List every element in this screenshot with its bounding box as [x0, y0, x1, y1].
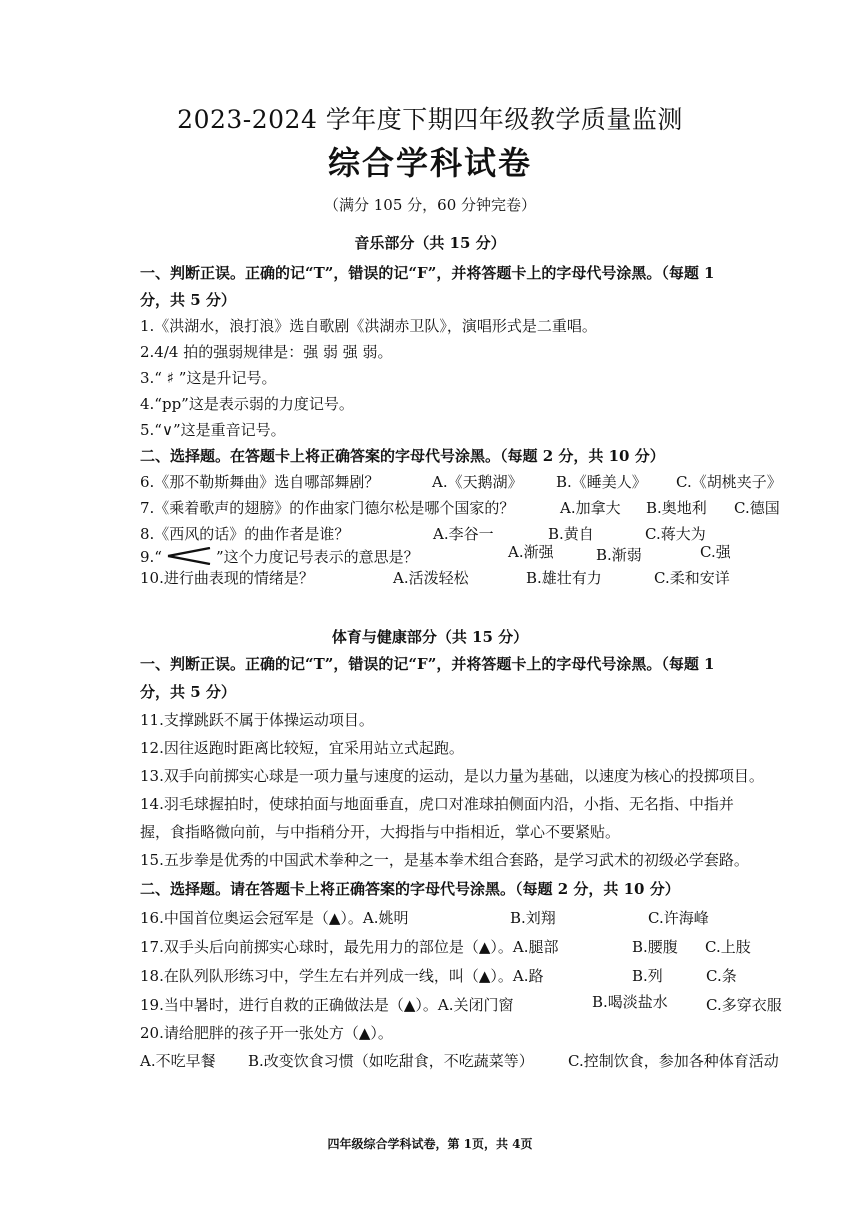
question-14-cont: 握，食指略微向前，与中指稍分开，大拇指与中指相近，掌心不要紧贴。: [140, 823, 621, 841]
question-11: 11.支撑跳跃不属于体操运动项目。: [140, 711, 374, 729]
question-7: 7.《乘着歌声的翅膀》的作曲家门德尔松是哪个国家的？: [140, 499, 515, 517]
question-9-stem-post: ”这个力度记号表示的意思是？: [215, 548, 419, 566]
question-4: 4.“pp”这是表示弱的力度记号。: [140, 395, 354, 413]
question-18-option-c: C.条: [706, 967, 737, 985]
question-12: 12.因往返跑时距离比较短，宜采用站立式起跑。: [140, 739, 464, 757]
question-10-option-a: A.活泼轻松: [393, 569, 469, 587]
question-6: 6.《那不勒斯舞曲》选自哪部舞剧？: [140, 473, 380, 491]
question-7-option-a: A.加拿大: [560, 499, 621, 517]
question-13: 13.双手向前掷实心球是一项力量与速度的运动，是以力量为基础，以速度为核心的投掷项目。: [140, 767, 764, 785]
question-9: [140, 546, 419, 567]
question-8: 8.《西风的话》的曲作者是谁？: [140, 525, 350, 543]
question-17: 17.双手头后向前掷实心球时，最先用力的部位是（▲）。A.腿部: [140, 938, 559, 956]
page-footer: 四年级综合学科试卷，第 1页，共 4页: [327, 1137, 533, 1151]
music-part1-instruction-cont: 分，共 5 分）: [140, 291, 236, 309]
question-18: 18.在队列队形练习中，学生左右并列成一线，叫（▲）。A.路: [140, 967, 544, 985]
question-20-option-b: B.改变饮食习惯（如吃甜食，不吃蔬菜等）: [248, 1052, 534, 1070]
question-5: 5.“∨”这是重音记号。: [140, 421, 286, 439]
exam-title: 2023-2024 学年度下期四年级教学质量监测: [177, 105, 683, 134]
question-15: 15.五步拳是优秀的中国武术拳种之一，是基本拳术组合套路，是学习武术的初级必学套路。: [140, 851, 749, 869]
pe-part1-instruction: 一、判断正误。正确的记“T”，错误的记“F”，并将答题卡上的字母代号涂黑。（每题 1: [140, 655, 715, 673]
question-8-option-a: A.李谷一: [433, 525, 494, 543]
question-2: 2.4/4 拍的强弱规律是：强 弱 强 弱。: [140, 343, 393, 361]
music-section-title: 音乐部分（共 15 分）: [354, 234, 506, 252]
question-16-option-b: B.刘翔: [510, 909, 556, 927]
crescendo-icon: [166, 547, 212, 565]
question-18-option-b: B.列: [632, 967, 663, 985]
question-6-option-c: C.《胡桃夹子》: [676, 473, 782, 491]
question-19-option-b: B.喝淡盐水: [592, 993, 668, 1011]
question-8-option-b: B.黄自: [548, 525, 594, 543]
pe-part1-instruction-cont: 分，共 5 分）: [140, 683, 236, 701]
question-20: 20.请给肥胖的孩子开一张处方（▲）。: [140, 1024, 393, 1042]
question-1: 1.《洪湖水，浪打浪》选自歌剧《洪湖赤卫队》，演唱形式是二重唱。: [140, 317, 597, 335]
music-part1-instruction: 一、判断正误。正确的记“T”，错误的记“F”，并将答题卡上的字母代号涂黑。（每题 1: [140, 264, 715, 282]
question-3: 3.“ ♯ ”这是升记号。: [140, 369, 277, 387]
question-9-option-c: C.强: [700, 543, 731, 561]
question-20-option-c: C.控制饮食，参加各种体育活动: [568, 1052, 779, 1070]
question-14: 14.羽毛球握拍时，使球拍面与地面垂直，虎口对准球拍侧面内沿，小指、无名指、中指并: [140, 795, 734, 813]
question-19: 19.当中暑时，进行自救的正确做法是（▲）。A.关闭门窗: [140, 996, 514, 1014]
question-9-option-a: A.渐强: [508, 543, 554, 561]
question-10: 10.进行曲表现的情绪是？: [140, 569, 314, 587]
question-6-option-b: B.《睡美人》: [556, 473, 647, 491]
question-7-option-b: B.奥地利: [646, 499, 707, 517]
question-19-option-c: C.多穿衣服: [706, 996, 782, 1014]
question-6-option-a: A.《天鹅湖》: [432, 473, 523, 491]
question-20-option-a: A.不吃早餐: [140, 1052, 216, 1070]
question-9-option-b: B.渐弱: [596, 546, 642, 564]
question-10-option-c: C.柔和安详: [654, 569, 730, 587]
pe-section-title: 体育与健康部分（共 15 分）: [331, 628, 529, 646]
exam-subtitle: 综合学科试卷: [327, 144, 532, 182]
exam-note: （满分 105 分，60 分钟完卷）: [323, 196, 537, 214]
music-part2-instruction: 二、选择题。在答题卡上将正确答案的字母代号涂黑。（每题 2 分，共 10 分）: [140, 447, 665, 465]
question-7-option-c: C.德国: [734, 499, 780, 517]
question-10-option-b: B.雄壮有力: [526, 569, 602, 587]
question-9-stem-pre: 9.“: [140, 548, 162, 566]
question-17-option-b: B.腰腹: [632, 938, 678, 956]
pe-part2-instruction: 二、选择题。请在答题卡上将正确答案的字母代号涂黑。（每题 2 分，共 10 分）: [140, 880, 680, 898]
question-16: 16.中国首位奥运会冠军是（▲）。A.姚明: [140, 909, 409, 927]
question-8-option-c: C.蒋大为: [645, 525, 706, 543]
question-16-option-c: C.许海峰: [648, 909, 709, 927]
question-17-option-c: C.上肢: [705, 938, 751, 956]
